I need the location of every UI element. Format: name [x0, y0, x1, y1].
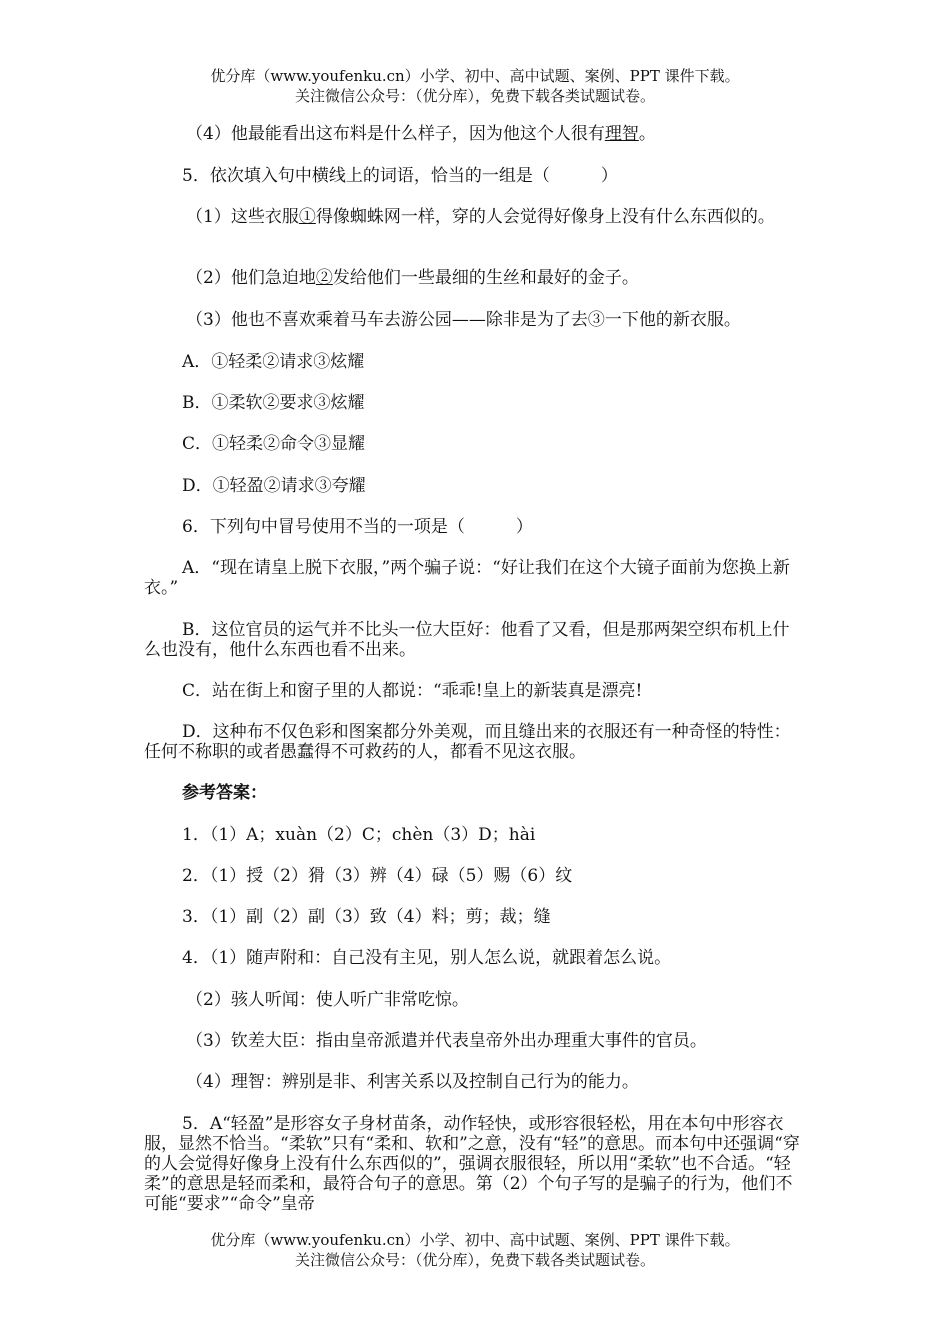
answer-2: 2．（1）授（2）猾（3）辨（4）碌（5）赐（6）纹 — [182, 866, 573, 886]
underlined-word: 理智 — [604, 124, 639, 144]
blank-mark-1: ① — [298, 207, 316, 227]
header-line-2: 关注微信公众号：（优分库），免费下载各类试题试卷。 — [294, 87, 655, 105]
answer-4-3: （3）钦差大臣：指由皇帝派遣并代表皇帝外出办理重大事件的官员。 — [186, 1031, 707, 1051]
blank-mark-2: ② — [315, 268, 333, 288]
answers-title: 参考答案： — [182, 783, 267, 803]
q5-sentence-2: （2）他们急迫地②发给他们一些最细的生丝和最好的金子。 — [186, 268, 639, 288]
answer-4-2: （2）骇人听闻：使人听广非常吃惊。 — [186, 990, 469, 1010]
q5-sentence-3: （3）他也不喜欢乘着马车去游公园——除非是为了去③一下他的新衣服。 — [186, 310, 741, 330]
header-line-1: 优分库（www.youfenku.cn）小学、初中、高中试题、案例、PPT 课件下载。 — [210, 67, 740, 85]
q5-option-d: D．①轻盈②请求③夸耀 — [182, 476, 366, 496]
answer-5: 5．A“轻盈”是形容女子身材苗条，动作轻快，或形容很轻松，用在本句中形容衣服，显然不恰当。“柔软”只有“柔和、软和”之意，没有“轻”的意思。而本句中还强调“穿的人会觉得好像身上没有什么东西似的”，强调衣服很轻，所以用“柔软”也不合适。“轻柔”的意思是轻而柔和，最符合句子的意思。第（2）个句子写的是骗子的行为，他们不可能“要求”“命令”皇帝 — [144, 1114, 800, 1214]
q6-option-b: B．这位官员的运气并不比头一位大臣好：他看了又看，但是那两架空织布机上什么也没有，他什么东西也看不出来。 — [144, 620, 790, 660]
page-header — [0, 66, 950, 106]
q5-sentence-1: （1）这些衣服①得像蜘蛛网一样，穿的人会觉得好像身上没有什么东西似的。 — [186, 207, 775, 227]
q6-option-d: D．这种布不仅色彩和图案都分外美观，而且缝出来的衣服还有一种奇怪的特性：任何不称职的或者愚蠢得不可救药的人，都看不见这衣服。 — [144, 722, 791, 762]
answer-4-1: 4．（1）随声附和：自己没有主见，别人怎么说，就跟着怎么说。 — [182, 948, 672, 968]
answer-4-4: （4）理智：辨别是非、利害关系以及控制自己行为的能力。 — [186, 1072, 639, 1092]
footer-line-2: 关注微信公众号：（优分库），免费下载各类试题试卷。 — [294, 1251, 655, 1269]
q6-option-a: A．“现在请皇上脱下衣服，”两个骗子说：“好让我们在这个大镜子面前为您换上新衣。” — [144, 558, 790, 598]
footer-line-1: 优分库（www.youfenku.cn）小学、初中、高中试题、案例、PPT 课件下载。 — [210, 1231, 740, 1249]
q5-option-a: A．①轻柔②请求③炫耀 — [182, 352, 365, 372]
page-footer — [0, 1230, 950, 1270]
q6-option-c: C．站在街上和窗子里的人都说：“乖乖!皇上的新装真是漂亮! — [182, 681, 643, 701]
q5-option-c: C．①轻柔②命令③显耀 — [182, 434, 366, 454]
q5-option-b: B．①柔软②要求③炫耀 — [182, 393, 365, 413]
q6-stem: 6．下列句中冒号使用不当的一项是（ ） — [182, 517, 533, 537]
answer-1: 1．（1）A；xuàn（2）C；chèn（3）D；hài — [182, 825, 536, 845]
q5-stem: 5．依次填入句中横线上的词语，恰当的一组是（ ） — [182, 166, 618, 186]
answer-3: 3．（1）副（2）副（3）致（4）料；剪；裁；缝 — [182, 907, 551, 927]
q4-item4: （4）他最能看出这布料是什么样子，因为他这个人很有理智。 — [186, 124, 656, 144]
